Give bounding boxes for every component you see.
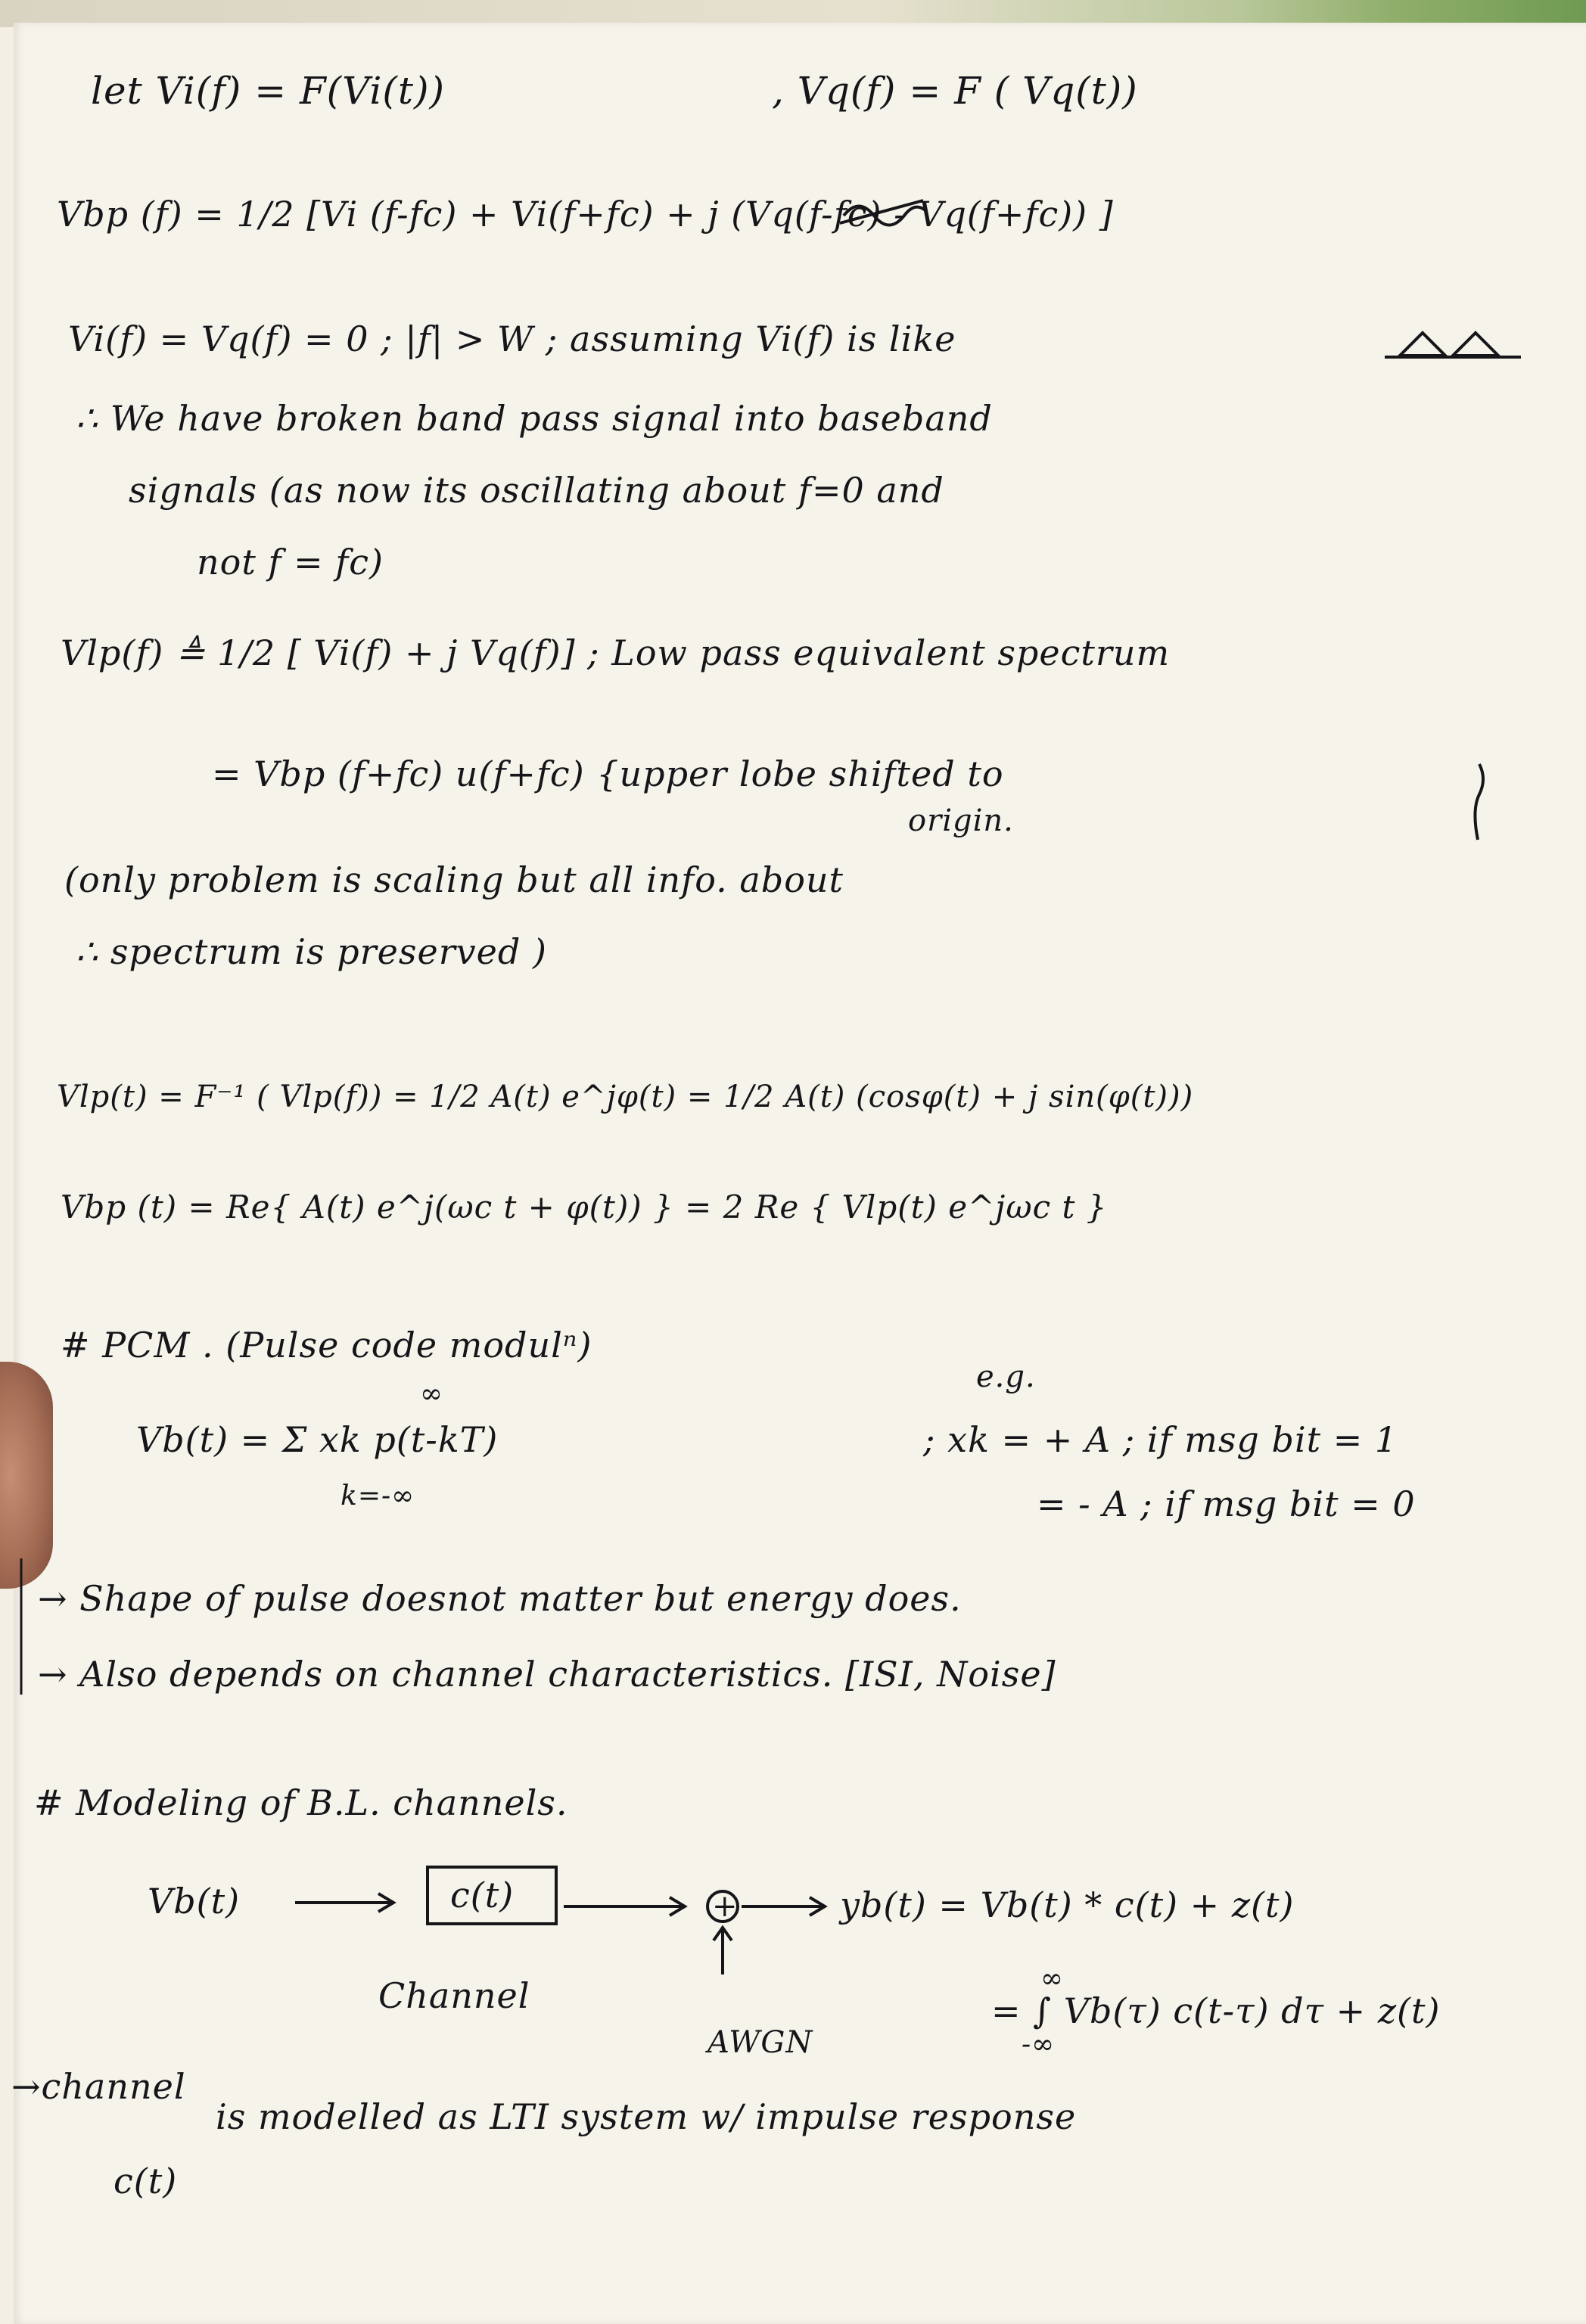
note-line-4: ∴ We have broken band pass signal into baseband (76, 398, 993, 439)
channel-block-diagram (295, 1867, 825, 1974)
note-line-16: → Shape of pulse doesnot matter but energy does. (38, 1578, 962, 1619)
closing-brace (1475, 764, 1483, 840)
note-heading-modeling: # Modeling of B.L. channels. (34, 1782, 568, 1823)
note-line-13b: e.g. (976, 1359, 1036, 1394)
diagram-awgn-label: AWGN (707, 2025, 813, 2060)
note-line-14: Vb(t) = Σ xk p(t-kT) (136, 1419, 499, 1460)
diagram-plus-label: + (712, 1889, 739, 1924)
note-line-3: Vi(f) = Vq(f) = 0 ; |f| > W ; assuming Vi(f) is like (68, 318, 956, 359)
note-line-9: (only problem is scaling but all info. about (64, 859, 844, 900)
note-line-8b: origin. (908, 803, 1014, 838)
note-line-22b: is modelled as LTI system w/ impulse response (216, 2096, 1077, 2137)
note-line-10: ∴ spectrum is preserved ) (76, 931, 547, 972)
diagram-input-label: Vb(t) (148, 1881, 241, 1922)
note-line-8: = Vbp (f+fc) u(f+fc) {upper lobe shifted to (212, 753, 1004, 794)
note-line-2: Vbp (f) = 1/2 [Vi (f-fc) + Vi(f+fc) + j (Vq(f-fc) - Vq(f+fc)) ] (57, 194, 1114, 235)
note-line-1b: , Vq(f) = F ( Vq(t)) (772, 69, 1138, 113)
note-line-1a: let Vi(f) = F(Vi(t)) (91, 69, 446, 113)
note-line-14b: ; xk = + A ; if msg bit = 1 (923, 1419, 1398, 1460)
note-line-5: signals (as now its oscillating about f=0 and (129, 470, 944, 511)
note-heading-pcm: # PCM . (Pulse code modulⁿ) (61, 1325, 592, 1366)
note-line-20b-sup: ∞ (1040, 1963, 1064, 1994)
note-line-23: c(t) (114, 2161, 178, 2201)
note-line-14-sub: k=-∞ (341, 1480, 415, 1512)
note-line-7: Vlp(f) ≜ 1/2 [ Vi(f) + j Vq(f)] ; Low pass equivalent spectrum (61, 632, 1171, 673)
note-line-6: not f = fc) (197, 542, 384, 583)
diagram-output-equation: yb(t) = Vb(t) * c(t) + z(t) (840, 1884, 1295, 1925)
triangle-spectrum-sketch (1385, 333, 1521, 357)
note-line-11: Vlp(t) = F⁻¹ ( Vlp(f)) = 1/2 A(t) e^jφ(t) = 1/2 A(t) (cosφ(t) + j sin(φ(t))) (57, 1080, 1194, 1114)
note-line-20b: = ∫ Vb(τ) c(t-τ) dτ + z(t) (991, 1990, 1441, 2031)
note-line-17: → Also depends on channel characteristics. [ISI, Noise] (38, 1654, 1056, 1695)
note-line-15: = - A ; if msg bit = 0 (1037, 1484, 1416, 1524)
note-line-14-sup: ∞ (420, 1378, 443, 1409)
diagram-channel-label: Channel (378, 1975, 530, 2016)
note-line-12: Vbp (t) = Re{ A(t) e^j(ωc t + φ(t)) } = 2 Re { Vlp(t) e^jωc t } (61, 1188, 1108, 1226)
note-line-20b-sub: -∞ (1022, 2029, 1056, 2060)
diagram-box-label: c(t) (450, 1875, 515, 1915)
note-line-22a: →channel (11, 2066, 186, 2107)
